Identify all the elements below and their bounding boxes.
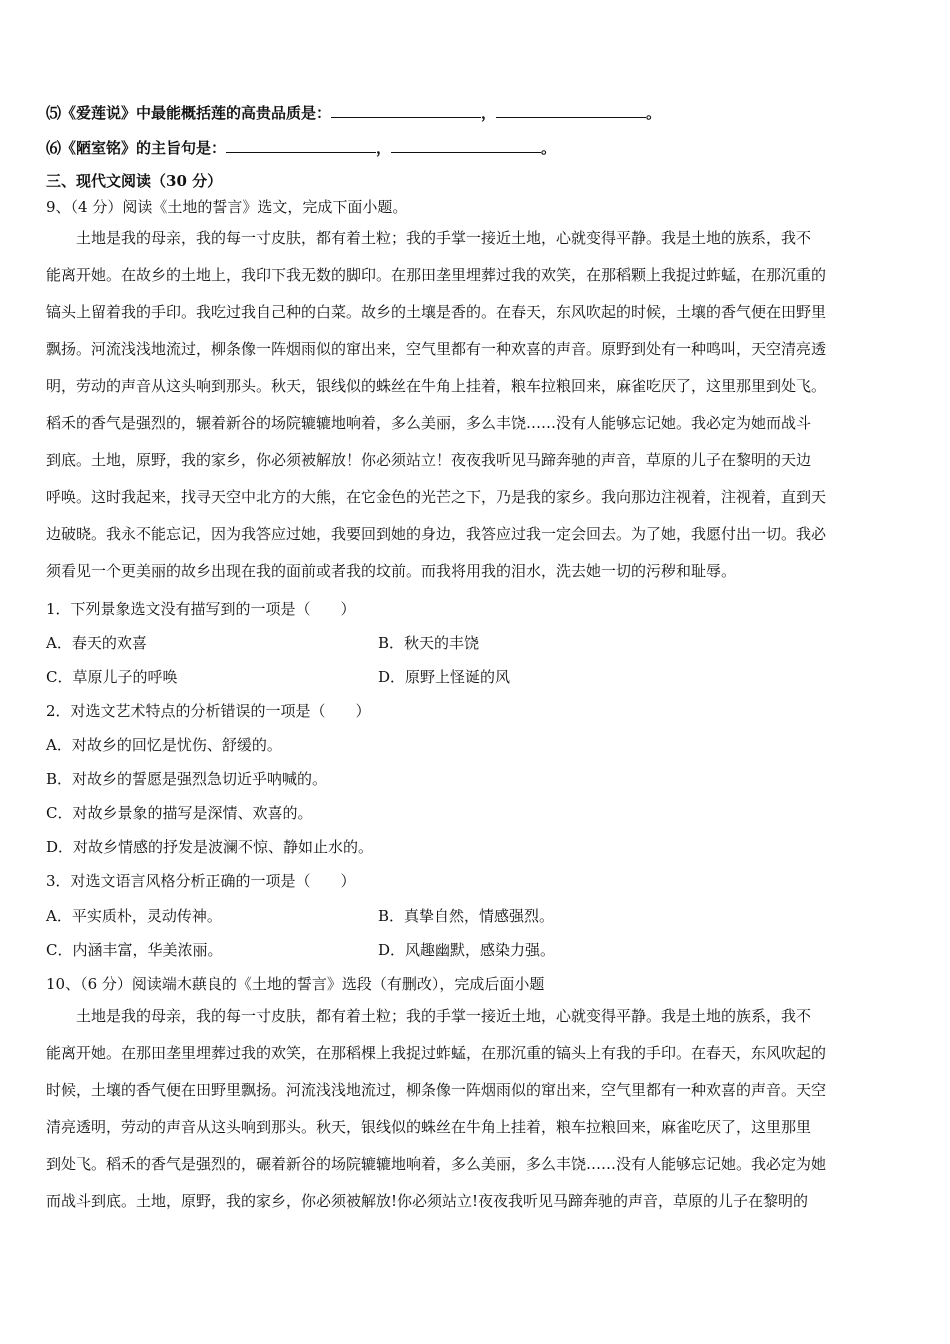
question-9-header: 9、（4 分）阅读《土地的誓言》选文，完成下面小题。 [46,198,408,216]
passage-line: 到处飞。稻禾的香气是强烈的，碾着新谷的场院辘辘地响着，多么美丽，多么丰饶……没有人能够忘记她。我必定为她 [46,1155,827,1173]
passage-line: 边破晓。我永不能忘记，因为我答应过她，我要回到她的身边，我答应过我一定会回去。为了她，我愿付出一切。我必 [46,525,827,543]
passage-line: 明，劳动的声音从这头响到那头。秋天，银线似的蛛丝在牛角上挂着，粮车拉粮回来，麻雀吃厌了，这里那里到处飞。 [46,377,827,395]
passage-line: 而战斗到底。土地，原野，我的家乡，你必须被解放!你必须站立!夜夜我听见马蹄奔驰的声音，草原的儿子在黎明的 [46,1192,809,1210]
option-a[interactable]: A．平实质朴，灵动传神。 [46,907,222,925]
question-9-passage [46,220,904,590]
end-mark: 。 [541,139,557,157]
section-3-title: 三、现代文阅读（30 分） [46,172,223,190]
passage-line: 稻禾的香气是强烈的，辗着新谷的场院辘辘地响着，多么美丽，多么丰饶……没有人能够忘记她。我必定为她而战斗 [46,414,812,432]
question-5-text: ⑸《爱莲说》中最能概括莲的高贵品质是： [46,104,332,122]
option-c[interactable]: C．草原儿子的呼唤 [46,668,178,686]
option-c[interactable]: C．对故乡景象的描写是深情、欢喜的。 [46,804,313,822]
passage-line: 时候，土壤的香气便在田野里飘扬。河流浅浅地流过，柳条像一阵烟雨似的窜出来，空气里都有一种欢喜的声音。天空 [46,1081,827,1099]
passage-line: 能离开她。在故乡的土地上，我印下我无数的脚印。在那田垄里埋葬过我的欢笑，在那稻颗上我捉过蚱蜢，在那沉重的 [46,266,827,284]
option-d[interactable]: D．对故乡情感的抒发是波澜不惊、静如止水的。 [46,838,374,856]
subquestion-1: 1．下列景象选文没有描写到的一项是（ ） [46,600,356,618]
option-b[interactable]: B．真挚自然，情感强烈。 [378,907,555,925]
end-mark: 。 [646,104,662,122]
answer-blank[interactable] [226,138,376,153]
question-6 [46,137,556,158]
separator: ， [376,139,392,157]
subquestion-3: 3．对选文语言风格分析正确的一项是（ ） [46,872,356,890]
passage-line: 镐头上留着我的手印。我吃过我自己种的白菜。故乡的土壤是香的。在春天，东风吹起的时候，土壤的香气便在田野里 [46,303,827,321]
option-d[interactable]: D．原野上怪诞的风 [378,668,511,686]
subquestion-2: 2．对选文艺术特点的分析错误的一项是（ ） [46,702,371,720]
answer-blank[interactable] [391,138,541,153]
question-10-header: 10、（6 分）阅读端木蕻良的《土地的誓言》选段（有删改），完成后面小题 [46,975,545,993]
passage-line: 呼唤。这时我起来，找寻天空中北方的大熊，在它金色的光芒之下，乃是我的家乡。我向那边注视着，注视着，直到天 [46,488,827,506]
passage-line: 须看见一个更美丽的故乡出现在我的面前或者我的坟前。而我将用我的泪水，洗去她一切的污秽和耻辱。 [46,562,737,580]
answer-blank[interactable] [331,103,481,118]
passage-line: 清亮透明，劳动的声音从这头响到那头。秋天，银线似的蛛丝在牛角上挂着，粮车拉粮回来，麻雀吃厌了，这里那里 [46,1118,812,1136]
passage-line: 土地是我的母亲，我的每一寸皮肤，都有着土粒；我的手掌一接近土地，心就变得平静。我是土地的族系，我不 [46,229,812,247]
answer-blank[interactable] [496,103,646,118]
passage-line: 土地是我的母亲，我的每一寸皮肤，都有着土粒；我的手掌一接近土地，心就变得平静。我是土地的族系，我不 [46,1007,812,1025]
passage-line: 到底。土地，原野，我的家乡，你必须被解放！你必须站立！夜夜我听见马蹄奔驰的声音，草原的儿子在黎明的天边 [46,451,812,469]
question-6-text: ⑹《陋室铭》的主旨句是： [46,139,227,157]
option-c[interactable]: C．内涵丰富，华美浓丽。 [46,941,223,959]
option-a[interactable]: A．春天的欢喜 [46,634,147,652]
passage-line: 能离开她。在那田垄里埋葬过我的欢笑，在那稻棵上我捉过蚱蜢，在那沉重的镐头上有我的手印。在春天，东风吹起的 [46,1044,827,1062]
option-b[interactable]: B．秋天的丰饶 [378,634,480,652]
option-d[interactable]: D．风趣幽默，感染力强。 [378,941,556,959]
question-10-passage [46,998,904,1220]
option-b[interactable]: B．对故乡的誓愿是强烈急切近乎呐喊的。 [46,770,328,788]
passage-line: 飘扬。河流浅浅地流过，柳条像一阵烟雨似的窜出来，空气里都有一种欢喜的声音。原野到处有一种鸣叫，天空清亮透 [46,340,827,358]
option-a[interactable]: A．对故乡的回忆是忧伤、舒缓的。 [46,736,282,754]
separator: ， [481,104,497,122]
question-5 [46,102,661,123]
